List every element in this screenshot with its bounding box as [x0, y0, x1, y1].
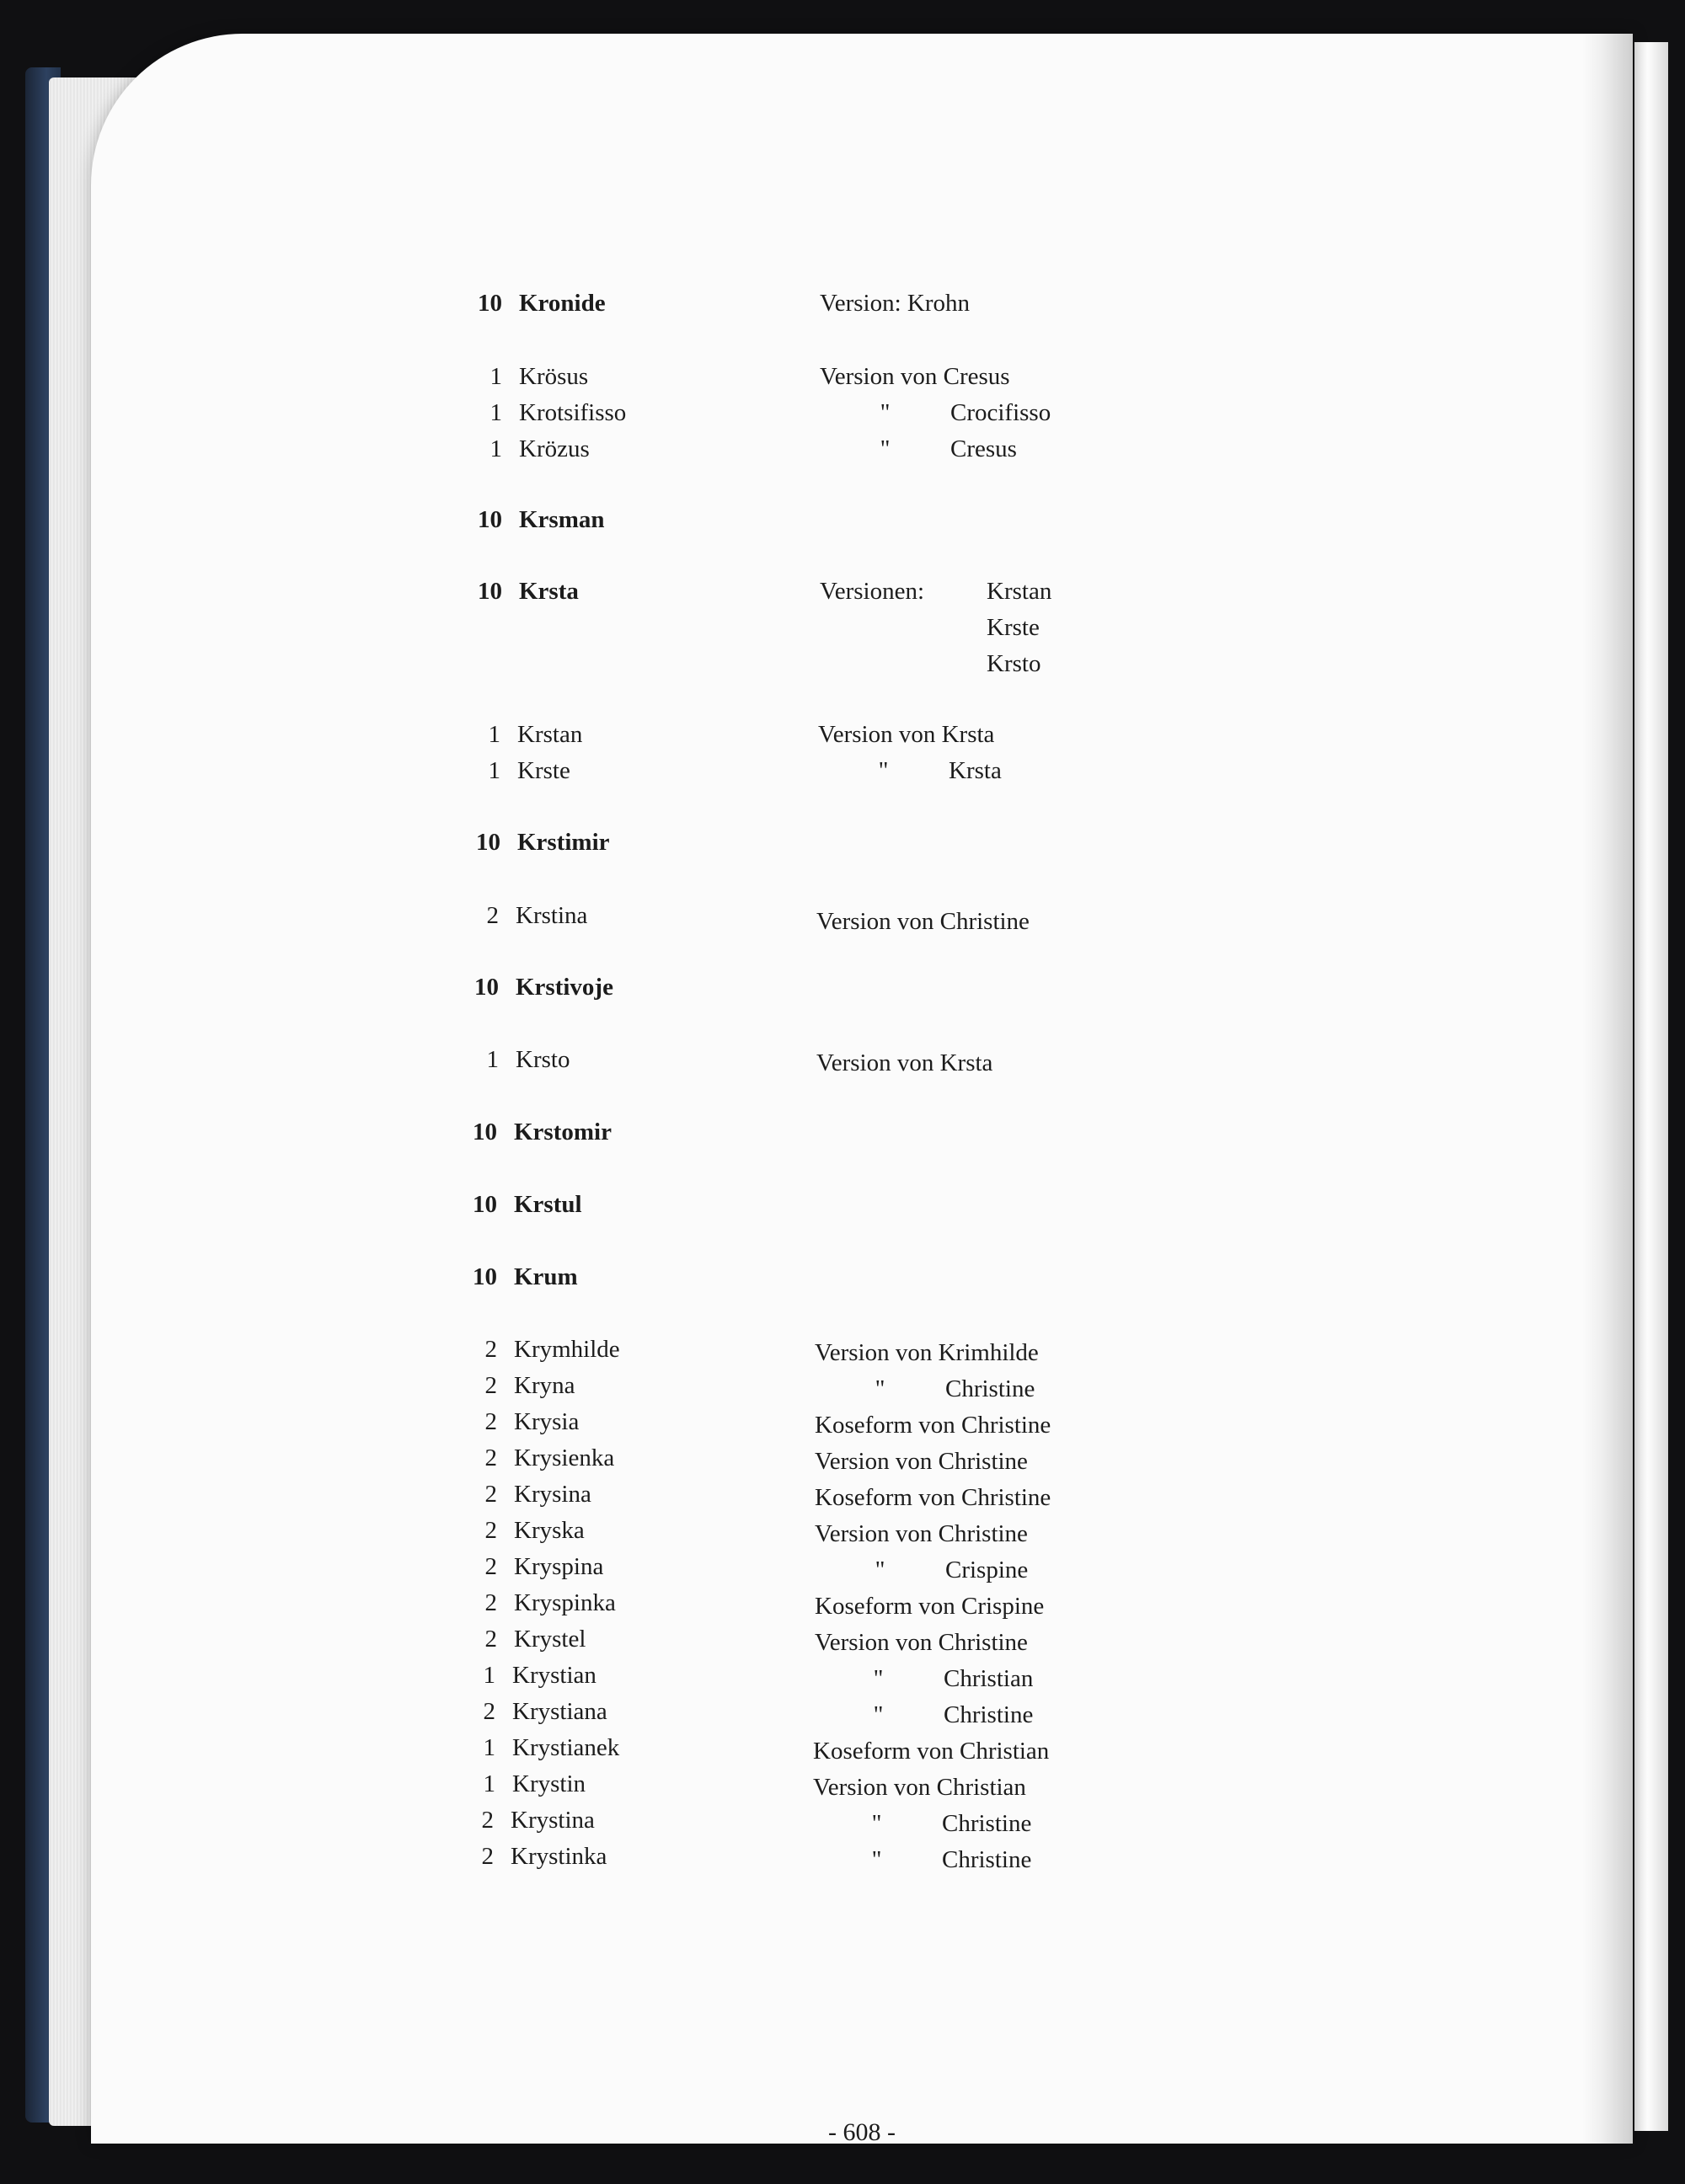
entry-name: Krösus: [519, 363, 589, 390]
versions-label: Versionen:: [820, 578, 925, 605]
entry-count: 2: [486, 902, 499, 929]
entry-count: 1: [483, 1662, 495, 1689]
entry-count: 2: [484, 1481, 497, 1508]
entry-name: Krsto: [516, 1046, 570, 1073]
entry-name: Krstul: [514, 1191, 582, 1218]
entry-name: Krstomir: [514, 1119, 612, 1145]
entry-description-text: Krsta: [949, 757, 1002, 784]
version-item: Krstan: [987, 578, 1052, 605]
entry-count: 1: [489, 399, 502, 426]
entry-name: Krystel: [514, 1626, 586, 1653]
entry-description: [811, 1845, 1031, 1874]
entry-name: Krystianek: [512, 1734, 620, 1761]
entry-name: Krystiana: [512, 1698, 607, 1725]
entry-count: 2: [484, 1553, 497, 1580]
entry-description: Version: Krohn: [820, 290, 971, 317]
entry-description: Koseform von Christine: [815, 1412, 1051, 1439]
entry-name: Kryspina: [514, 1553, 604, 1580]
entry-name: Kryspinka: [514, 1589, 616, 1616]
entry-count: 1: [489, 363, 502, 390]
entry-count: 1: [488, 757, 500, 784]
entry-name: Krysienka: [514, 1444, 615, 1471]
version-item: Krste: [987, 614, 1040, 641]
ditto-mark: ": [871, 1846, 882, 1873]
entry-description-text: Christine: [944, 1701, 1034, 1728]
entry-count: 10: [473, 1263, 497, 1290]
entry-name: Krstivoje: [516, 974, 613, 1001]
entry-description-text: Christine: [942, 1846, 1032, 1873]
entry-name: Krystin: [512, 1770, 586, 1797]
entry-count: 10: [478, 578, 502, 605]
entry-name: Krstimir: [517, 829, 610, 856]
entry-name: Kryna: [514, 1372, 575, 1399]
entry-name: Krystina: [511, 1807, 595, 1834]
entry-description: Version von Cresus: [820, 363, 1010, 390]
entry-description: Version von Christine: [816, 908, 1030, 935]
entry-description: Version von Christian: [813, 1774, 1026, 1801]
entry-name: Krum: [514, 1263, 578, 1290]
entry-name: Krysina: [514, 1481, 591, 1508]
entry-description-text: Cresus: [950, 435, 1017, 462]
entry-description: Koseform von Christian: [813, 1738, 1050, 1765]
entry-description: [820, 398, 1051, 427]
ditto-mark: ": [873, 1701, 884, 1728]
entry-description: Version von Krsta: [816, 1049, 993, 1076]
entry-count: 2: [484, 1336, 497, 1363]
entry-description: [818, 756, 1002, 785]
entry-count: 2: [481, 1843, 494, 1870]
entry-name: Krotsifisso: [519, 399, 627, 426]
entry-count: 10: [473, 1119, 497, 1145]
entry-count: 1: [489, 435, 502, 462]
ditto-mark: ": [875, 1557, 885, 1583]
entry-name: Krystinka: [511, 1843, 607, 1870]
entry-name: Kronide: [519, 290, 606, 317]
entry-description: Version von Krimhilde: [815, 1339, 1039, 1366]
entry-description: Version von Christine: [815, 1629, 1028, 1656]
entry-description-text: Christine: [942, 1810, 1032, 1837]
entry-name: Krymhilde: [514, 1336, 620, 1363]
ditto-mark: ": [880, 399, 891, 426]
entry-description-text: Crispine: [945, 1557, 1029, 1583]
ditto-mark: ": [873, 1665, 884, 1692]
entry-count: 2: [484, 1589, 497, 1616]
entry-description: Version von Christine: [815, 1520, 1028, 1547]
entry-description: [815, 1556, 1028, 1584]
entry-description: [820, 435, 1017, 463]
entry-name: Krsta: [519, 578, 579, 605]
entry-count: 2: [483, 1698, 495, 1725]
entry-description: [813, 1664, 1033, 1693]
entry-count: 2: [484, 1517, 497, 1544]
ditto-mark: ": [875, 1375, 885, 1402]
entry-description: [813, 1701, 1033, 1729]
entry-name: Krste: [517, 757, 570, 784]
entry-count: 10: [473, 1191, 497, 1218]
entry-description: [811, 1809, 1031, 1838]
entry-description: Koseform von Christine: [815, 1484, 1051, 1511]
entry-name: Krsman: [519, 506, 605, 533]
entry-description: [820, 577, 1052, 677]
entry-name: Krözus: [519, 435, 590, 462]
entry-description: Version von Christine: [815, 1448, 1028, 1475]
entry-description-text: Christine: [945, 1375, 1035, 1402]
entry-count: 1: [483, 1734, 495, 1761]
entry-name: Krstina: [516, 902, 588, 929]
entry-count: 2: [484, 1626, 497, 1653]
entry-count: 1: [486, 1046, 499, 1073]
entry-count: 2: [484, 1372, 497, 1399]
entry-count: 2: [484, 1444, 497, 1471]
entry-count: 10: [478, 506, 502, 533]
entry-count: 10: [474, 974, 499, 1001]
entry-name: Krstan: [517, 721, 583, 748]
entry-count: 1: [488, 721, 500, 748]
version-item: Krsto: [987, 650, 1041, 677]
entry-count: 1: [483, 1770, 495, 1797]
entry-description: [815, 1375, 1035, 1403]
entry-count: 2: [484, 1408, 497, 1435]
entry-name: Kryska: [514, 1517, 585, 1544]
ditto-mark: ": [880, 435, 891, 462]
entry-description: Version von Krsta: [818, 721, 995, 748]
entry-description: Koseform von Crispine: [815, 1593, 1045, 1620]
entry-count: 2: [481, 1807, 494, 1834]
entry-description-text: Crocifisso: [950, 399, 1051, 426]
page-number: - 608 -: [828, 2118, 896, 2146]
ditto-mark: ": [878, 757, 889, 784]
entry-count: 10: [476, 829, 500, 856]
page: [91, 34, 1633, 2144]
entry-count: 10: [478, 290, 502, 317]
ditto-mark: ": [871, 1810, 882, 1837]
entry-description-text: Christian: [944, 1665, 1034, 1692]
entry-name: Krysia: [514, 1408, 580, 1435]
page-gutter-shadow: [1582, 34, 1633, 2144]
next-sheet-edge: [1634, 42, 1668, 2131]
entry-name: Krystian: [512, 1662, 596, 1689]
